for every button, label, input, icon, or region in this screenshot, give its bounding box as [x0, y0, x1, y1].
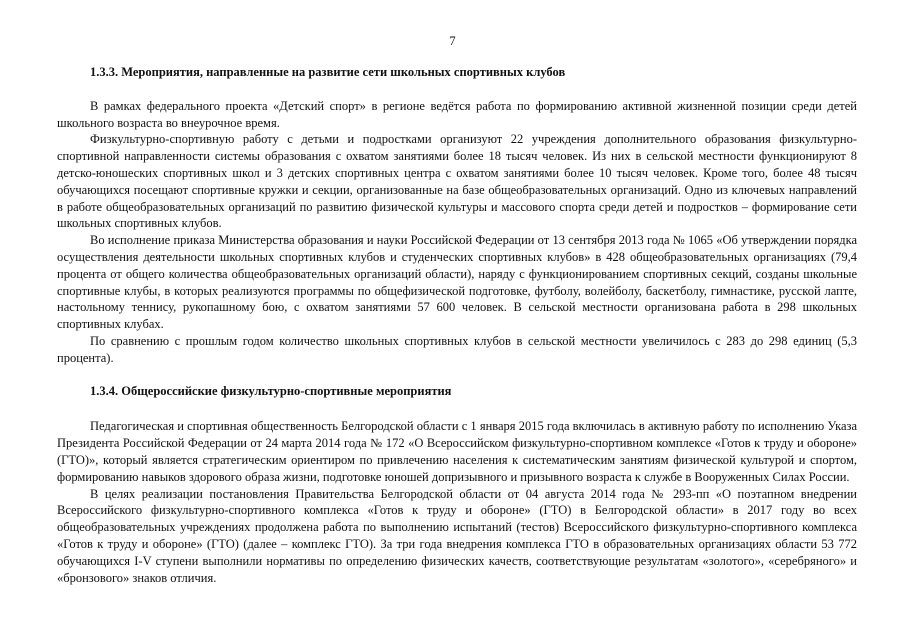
page-number: 7 — [449, 34, 456, 48]
document-body — [57, 64, 857, 586]
paragraph: По сравнению с прошлым годом количество школьных спортивных клубов в сельской местности увеличилось с 283 до 298 единиц (5,3 процента). — [57, 333, 857, 365]
paragraph: В рамках федерального проекта «Детский спорт» в регионе ведётся работа по формированию активной жизненной позиции среди детей школьного возраста во внеурочное время. — [57, 98, 857, 130]
paragraph: Педагогическая и спортивная общественность Белгородской области с 1 января 2015 года включилась в активную работу по исполнению Указа Президента Российской Федерации от 24 марта 2014 года № 172 «О Всероссийском физкультурно-спортивном комплексе «Готов к труду и обороне» (ГТО)», который является стратегическим ориентиром по привлечению населения к систематическим занятиям физической культурой и спортом, формированию навыков здорового образа жизни, подготовке юношей допризывного и призывного возраста к службе в Вооруженных Силах России. — [57, 419, 857, 484]
paragraph: Физкультурно-спортивную работу с детьми и подростками организуют 22 учреждения дополнительного образования физкультурно-спортивной направленности системы образования с охватом занятиями более 18 тысяч человек. Из них в сельской местности функционируют 8 детско-юношеских спортивных школ и 3 детских спортивных центра с охватом занятиями более 10 тысяч человек. Кроме того, более 48 тысяч обучающихся посещают спортивные кружки и секции, организованные на базе общеобразовательных организаций. Одно из ключевых направлений в работе общеобразовательных организаций по развитию физической культуры и массового спорта среди детей и подростков – формирование сети школьных спортивных клубов. — [57, 132, 857, 231]
section-heading-1-3-4: 1.3.4. Общероссийские физкультурно-спортивные мероприятия — [90, 383, 452, 398]
section-heading-1-3-3: 1.3.3. Мероприятия, направленные на развитие сети школьных спортивных клубов — [90, 65, 566, 79]
paragraph: В целях реализации постановления Правительства Белгородской области от 04 августа 2014 года № 293-пп «О поэтапном внедрении Всероссийского физкультурно-спортивного комплекса «Готов к труду и обороне» (ГТО) в Белгородской области» в 2017 году во всех общеобразовательных учреждениях продолжена работа по выполнению испытаний (тестов) Всероссийского физкультурно-спортивного комплекса «Готов к труду и обороне» (ГТО) (далее – комплекс ГТО). За три года внедрения комплекса ГТО в образовательных организациях области 53 772 обучающихся I-V ступени выполнили нормативы по определению физических качеств, соответствующие результатам «золотого», «серебряного» и «бронзового» знаков отличия. — [57, 486, 857, 585]
paragraph: Во исполнение приказа Министерства образования и науки Российской Федерации от 13 сентября 2013 года № 1065 «Об утверждении порядка осуществления деятельности школьных спортивных клубов и студенческих спортивных клубов» в 428 общеобразовательных организациях (79,4 процента от общего количества общеобразовательных организаций области), наряду с функционированием спортивных секций, созданы школьные спортивные клубы, в которых реализуются программы по общефизической подготовке, футболу, волейболу, баскетболу, гимнастике, русской лапте, настольному теннису, рукопашному бою, с охватом занятиями 57 600 человек. В сельской местности организована работа в 298 школьных спортивных клубах. — [57, 233, 857, 332]
